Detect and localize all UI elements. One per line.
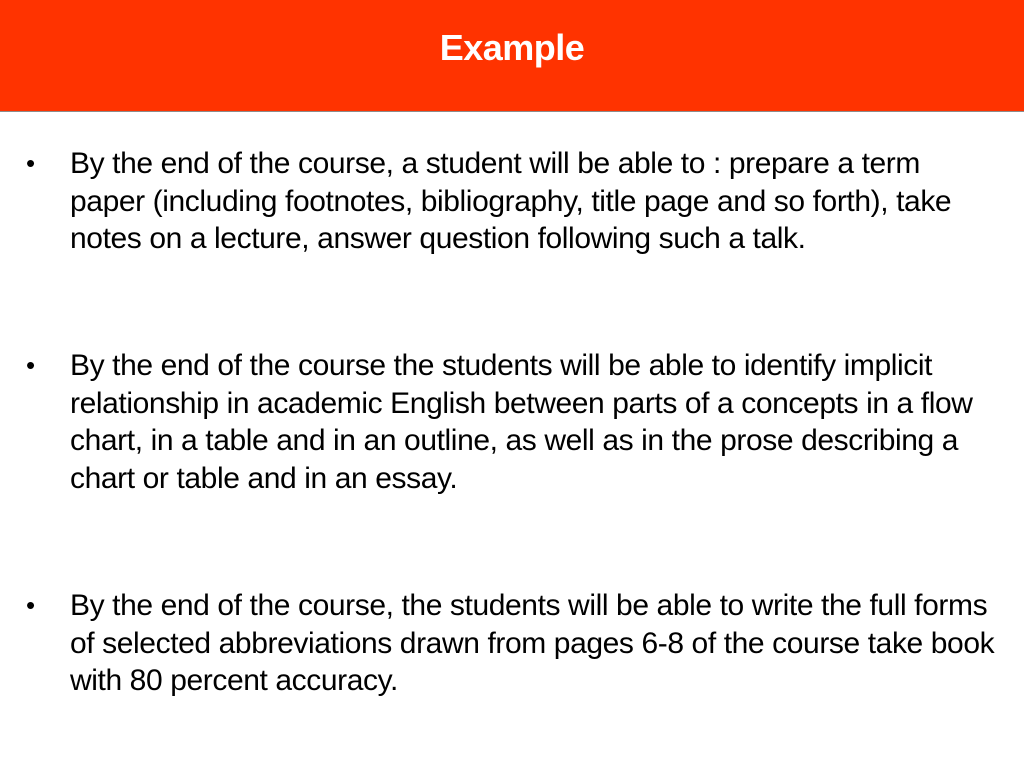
bullet-icon: • bbox=[26, 590, 35, 620]
bullet-icon: • bbox=[26, 350, 35, 380]
bullet-icon: • bbox=[26, 148, 35, 178]
slide-title: Example bbox=[439, 27, 585, 68]
bullet-text: By the end of the course, the students will be able to write the full forms of selected abbreviations drawn from pages 6-8 of the course take book with 80 percent accuracy. bbox=[70, 589, 995, 697]
bullet-item bbox=[26, 347, 1006, 497]
bullet-item bbox=[26, 145, 1006, 258]
bullet-text: By the end of the course the students will be able to identify implicit relationship in academic English between parts of a concepts in a flow chart, in a table and in an outline, as well as in the prose describing a chart or table and in an essay. bbox=[70, 349, 973, 495]
bullet-text: By the end of the course, a student will be able to : prepare a term paper (including footnotes, bibliography, title page and so forth), take notes on a lecture, answer question following such a talk. bbox=[70, 147, 952, 255]
bullet-item bbox=[26, 587, 1006, 700]
